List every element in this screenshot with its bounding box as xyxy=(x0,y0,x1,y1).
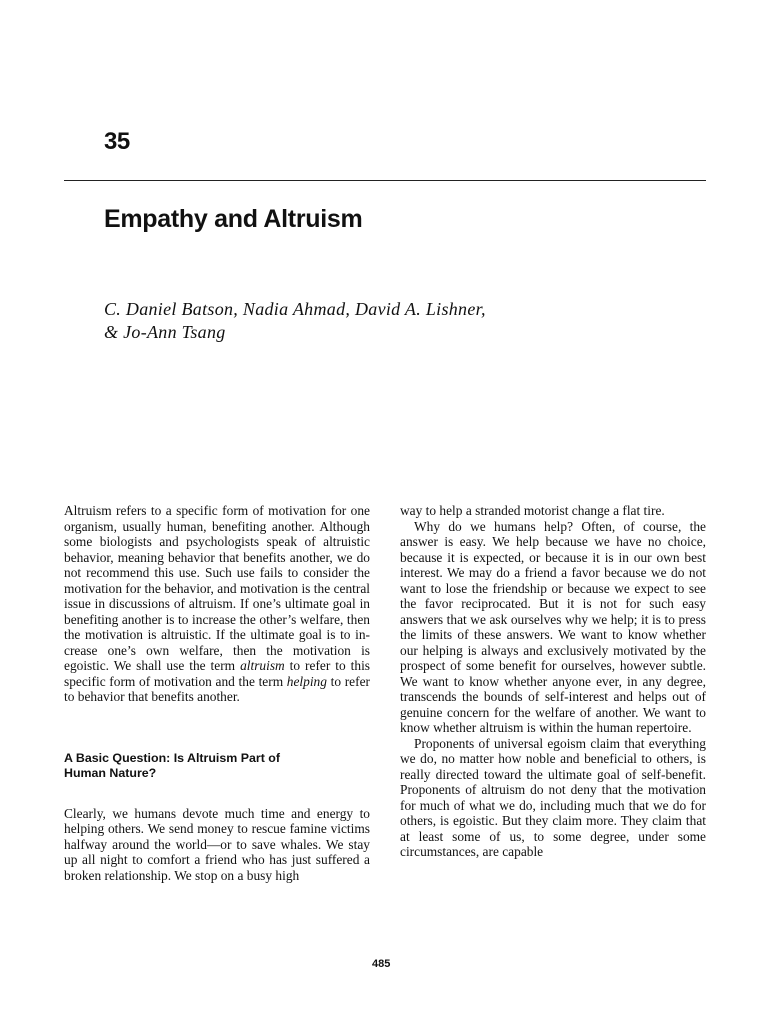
term-altruism: altruism xyxy=(240,658,285,673)
right-column xyxy=(400,503,706,860)
author-list xyxy=(104,298,624,344)
body-paragraph: way to help a stranded motorist change a flat tire. xyxy=(400,503,665,518)
body-paragraph: Clearly, we humans devote much time and energy to helping others. We send money to rescue famine victims halfway around the world—or to save whales. We stay up all night to comfort a friend who has just suffered a broken relationship. We stop on a busy high xyxy=(64,805,370,883)
term-helping: helping xyxy=(286,673,327,689)
section-heading xyxy=(64,751,370,782)
page-number: 485 xyxy=(372,958,391,970)
section-heading-line-1: A Basic Question: Is Altruism Part of xyxy=(64,750,280,765)
left-column xyxy=(64,503,370,883)
body-paragraph: Proponents of universal egoism claim that everything we do, no matter how noble and beneficial to others, is really directed toward the ultimate goal of self-benefit. Proponents of altruism do not deny that the motivation for much of what we do, including much that we do for others, is egoistic. But they claim more. They claim that at least some of us, to some degree, under some circumstances, are capable xyxy=(400,735,706,859)
body-paragraph xyxy=(64,503,370,705)
text-run: to refer to this specific form of motivation and the term xyxy=(64,658,370,689)
title-rule xyxy=(64,180,706,181)
chapter-number: 35 xyxy=(104,128,130,155)
chapter-title: Empathy and Altruism xyxy=(104,205,363,233)
text-run: Altruism refers to a specific form of motivation for one organism, usually human, benefiting another. Although some biologists and psychologists speak of altruistic behavior, meaning behavior that benefits another, we do not recommend this use. Such use fails to consider the motivation for the behavior, and motivation is the central issue in discussions of altruism. If one’s ultimate goal in benefiting another is to increase the other’s welfare, then the motivation is altruistic. If the ultimate goal is to increase one’s own welfare, then the motivation is egoistic. We shall use the term xyxy=(64,503,370,673)
section-heading-line-2: Human Nature? xyxy=(64,766,157,780)
text-run: to refer to behavior that benefits another. xyxy=(64,673,370,704)
body-paragraph: Why do we humans help? Often, of course, the answer is easy. We help because we have no choice, because it is expected, or because it is in our own best interest. We may do a friend a favor because we do not want to lose the friendship or because we expect to see the favor reciprocated. But it is not for such easy answers that we ask ourselves why we help; it is to press the limits of these answers. We want to know whether our helping is always and exclusively motivated by the prospect of some benefit for ourselves, however subtle. We want to know whether anyone ever, in any degree, transcends the bounds of self-interest and helps out of genuine concern for the welfare of another. We want to know whether altruism is within the human repertoire. xyxy=(400,518,706,735)
author-line-1: C. Daniel Batson, Nadia Ahmad, David A. Lishner, xyxy=(104,299,486,319)
author-line-2: & Jo-Ann Tsang xyxy=(104,322,226,342)
